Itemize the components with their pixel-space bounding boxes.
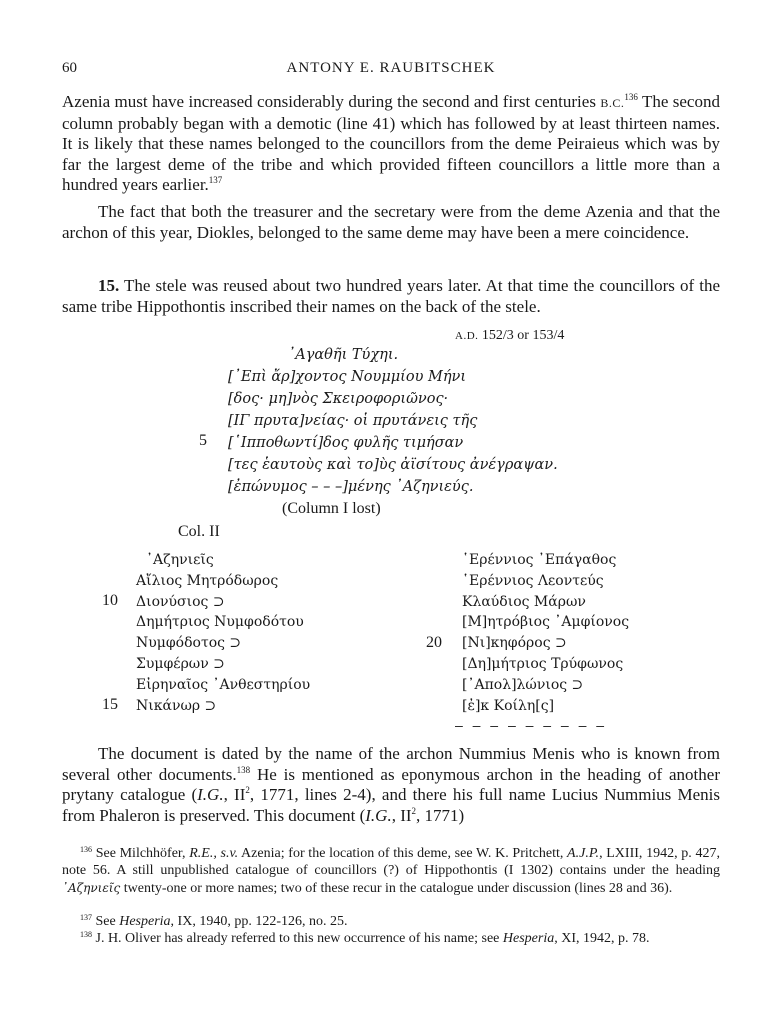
paragraph-15: 15. The stele was reused about two hundred years later. At that time the councillors of the same tribe Hippothontis inscribed their names on the back of the stele. <box>62 276 720 316</box>
name-entry: Συμφέρων ⊃ <box>136 655 225 672</box>
name-entry: Νυμφόδοτος ⊃ <box>136 635 242 652</box>
column-lost-note: (Column I lost) <box>282 500 381 517</box>
name-entry: ῾Ερέννιος ᾿Επάγαθος <box>462 552 617 568</box>
abbrev-bc: B.C. <box>600 96 625 110</box>
page-number: 60 <box>62 60 77 76</box>
line-number-10: 10 <box>102 592 118 609</box>
footnote-136: $^{136}$ See Milchhöfer, R.E., s.v. Azenia; for the location of this deme, see W. K. Pritchett, A.J.P., LXIII, 1942, p. 427, note 56. A still unpublished catalogue of councillors (?) of Hippothontis (I 1302) contains under the heading ᾿Αζηνιεῖς twenty-one or more names; two of these recur in the catalogue under discussion (lines 28 and 36). <box>62 845 720 896</box>
line-number-15: 15 <box>102 696 118 713</box>
inscription-date: A.D. 152/3 or 153/4 <box>455 328 565 343</box>
line-number-20: 20 <box>426 634 442 651</box>
name-entry: Διονύσιος ⊃ <box>136 593 225 610</box>
paragraph-document-dated: The document is dated by the name of the archon Nummius Menis who is known from several other documents.$^{138}$ He is mentioned as eponymous archon in the heading of another prytany catalogue (I.G., $II^2$, 1771, lines 2-4), and there his full name Lucius Nummius Menis from Phaleron is preserved. This document (I.G., $II^2$, 1771) <box>62 744 721 825</box>
name-entry: [ἐ]κ Κοίλη[ς] <box>462 697 555 714</box>
name-entry: [Νι]κηφόρος ⊃ <box>462 635 567 652</box>
inscription-line-2: [᾿Επὶ ἄρ]χοντος Νουμμίου Μήνι <box>228 369 467 385</box>
inscription-line-5: [῾Ιπποθωντί]δος φυλῆς τιμήσαν <box>228 435 464 451</box>
lacuna-dashes: – – – – – – – – – <box>455 719 606 734</box>
inscription-line-7: [ἐπώνυμος – – –]μένης ᾿Αζηνιεύς. <box>228 479 474 495</box>
inscription-line-6: [τες ἑαυτοὺς καὶ το]ὺς ἀϊσίτους ἀνέγραψαν. <box>228 457 558 473</box>
right-name-list <box>462 550 629 716</box>
name-entry: ᾿Αζηνιεῖς <box>146 552 214 568</box>
footnote-ref-136: 136 <box>624 92 638 102</box>
footnote-ref-137: 137 <box>208 175 223 185</box>
inscription-line-3: [δος· μη]νὸς Σκειροφοριῶνος· <box>228 391 449 407</box>
inscription-line-4: [ΙΓ πρυτα]νείας· οἱ πρυτάνεις τῆς <box>228 413 478 429</box>
name-entry: [Μ]ητρόβιος ᾿Αμφίονος <box>462 614 630 631</box>
name-entry: [Δη]μήτριος Τρύφωνος <box>462 655 624 672</box>
name-entry: Νικάνωρ ⊃ <box>136 697 217 714</box>
name-entry: Δημήτριος Νυμφοδότου <box>136 614 304 631</box>
page-header <box>62 60 720 82</box>
footnote-138: $^{138}$ J. H. Oliver has already referred to this new occurrence of his name; see Hesperia, XI, 1942, p. 78. <box>80 930 650 946</box>
paragraph-treasurer: The fact that both the treasurer and the secretary were from the deme Azenia and that the archon of this year, Diokles, belonged to the same deme may have been a mere coincidence. <box>62 202 720 242</box>
name-entry: Εἰρηναῖος ᾿Ανθεστηρίου <box>136 676 311 693</box>
footnote-137: $^{137}$ See Hesperia, IX, 1940, pp. 122-126, no. 25. <box>80 913 348 929</box>
inscription-line-1: ᾿Αγαθῆι Τύχηι. <box>288 347 399 363</box>
name-entry: Αἴλιος Μητρόδωρος <box>136 572 279 589</box>
line-number-5: 5 <box>199 432 207 449</box>
column-heading: Col. II <box>178 523 220 540</box>
section-number: 15. <box>98 276 120 295</box>
name-entry: [᾿Απολ]λώνιος ⊃ <box>462 676 584 693</box>
paragraph-azenia: Azenia must have increased considerably during the second and first centuries B.C.$^{136}$ The second column probably began with a demotic (line 41) which has followed by at least thirteen names. It is likely that these names belonged to the councillors from the deme Peiraieus which was by far the largest deme of the tribe and which provided fifteen councillors a little more than a hundred years earlier.$^{137}$ <box>62 92 720 194</box>
running-head: ANTONY E. RAUBITSCHEK <box>286 60 496 76</box>
name-entry: ῾Ερέννιος Λεοντεύς <box>462 572 604 589</box>
name-entry: Κλαύδιος Μάρων <box>462 593 586 610</box>
left-name-list <box>136 550 310 716</box>
footnote-ref-138: 138 <box>236 764 251 775</box>
